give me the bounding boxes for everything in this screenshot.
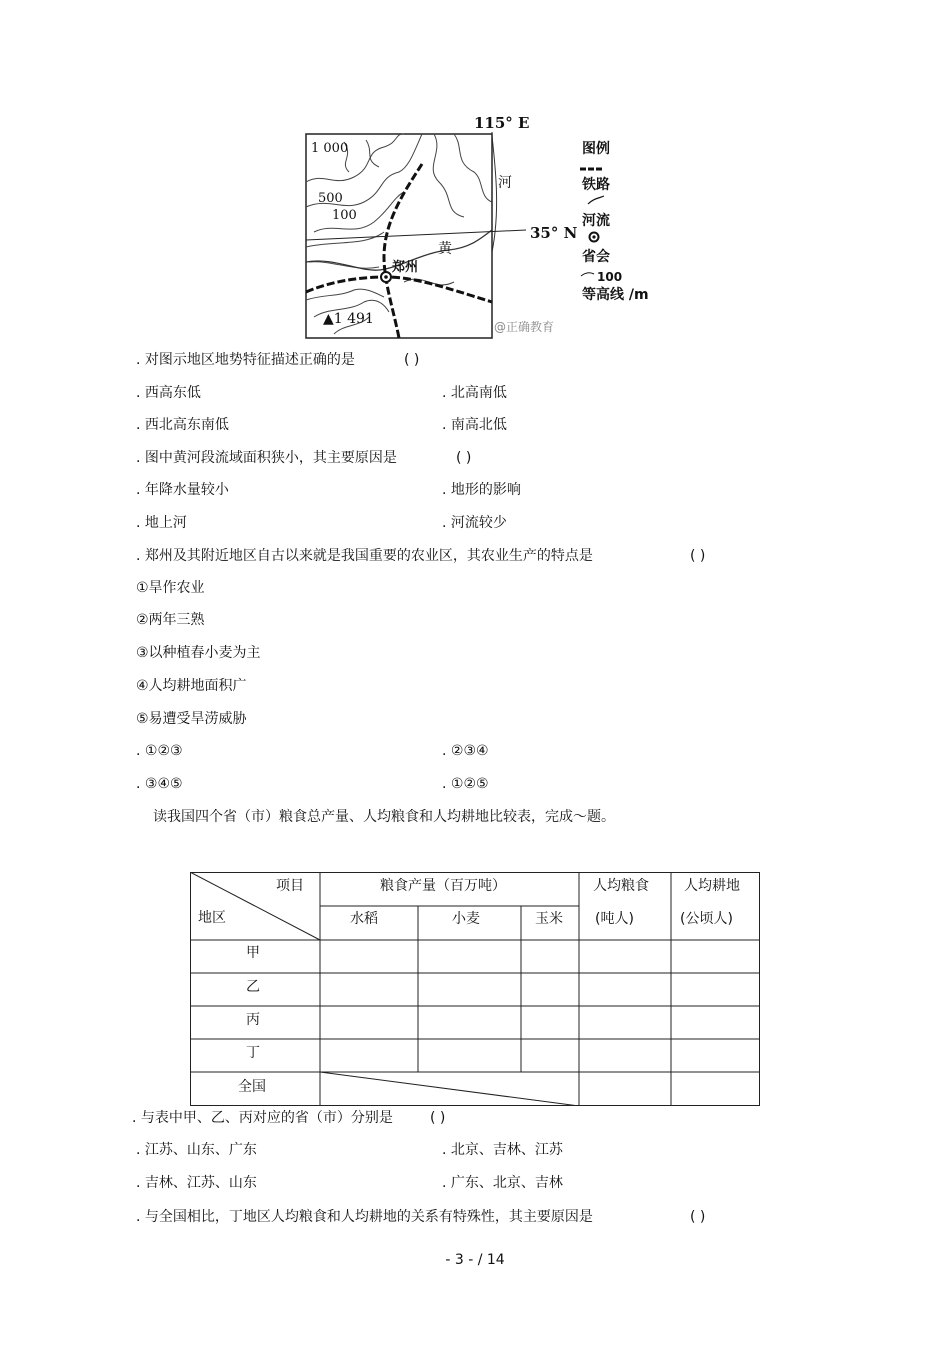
q3-option-c[interactable]: . ③④⑤ bbox=[136, 776, 183, 792]
corner-bottom-label: 地区 bbox=[198, 910, 226, 926]
question-1-paren: ( ) bbox=[404, 352, 420, 368]
q4-option-b[interactable]: . 北京、吉林、江苏 bbox=[442, 1142, 563, 1158]
question-3-paren: ( ) bbox=[690, 548, 706, 564]
q2-option-a[interactable]: . 年降水量较小 bbox=[136, 482, 229, 498]
q3-item-3: ③以种植春小麦为主 bbox=[136, 645, 261, 661]
city-label: 郑州 bbox=[392, 260, 419, 275]
question-5-stem: . 与全国相比，丁地区人均粮食和人均耕地的关系有特殊性，其主要原因是 bbox=[136, 1209, 593, 1225]
question-2-paren: ( ) bbox=[456, 450, 472, 466]
q4-option-d[interactable]: . 广东、北京、吉林 bbox=[442, 1175, 563, 1191]
question-2-stem: . 图中黄河段流域面积狭小，其主要原因是 bbox=[136, 450, 397, 466]
legend-contour-sample: 100 bbox=[597, 270, 623, 284]
row-label-bing: 丙 bbox=[246, 1012, 260, 1028]
q1-option-a[interactable]: . 西高东低 bbox=[136, 385, 201, 401]
row-label-ding: 丁 bbox=[246, 1045, 260, 1061]
grain-table bbox=[190, 872, 760, 1106]
contour-label-500: 500 bbox=[318, 191, 343, 206]
sub-header-wheat: 小麦 bbox=[452, 911, 480, 927]
q1-option-c[interactable]: . 西北高东南低 bbox=[136, 417, 229, 433]
legend-capital: 省会 bbox=[582, 249, 610, 265]
q3-option-a[interactable]: . ①②③ bbox=[136, 743, 183, 759]
river-char-huang: 黄 bbox=[438, 241, 452, 257]
col4-header-line2: (吨人) bbox=[595, 911, 634, 927]
q3-item-5: ⑤易遭受旱涝威胁 bbox=[136, 711, 247, 727]
parallel-label: 35° N bbox=[530, 224, 578, 242]
q1-option-b[interactable]: . 北高南低 bbox=[442, 385, 507, 401]
q1-option-d[interactable]: . 南高北低 bbox=[442, 417, 507, 433]
contour-label-1000: 1 000 bbox=[311, 141, 349, 156]
contour-label-100: 100 bbox=[332, 208, 357, 223]
legend-railway: 铁路 bbox=[582, 177, 610, 193]
group-header: 粮食产量（百万吨） bbox=[380, 878, 506, 894]
page-number: - 3 - / 14 bbox=[445, 1252, 505, 1268]
col4-header-line1: 人均粮食 bbox=[593, 878, 649, 894]
q2-option-d[interactable]: . 河流较少 bbox=[442, 515, 507, 531]
legend-title: 图例 bbox=[582, 141, 610, 157]
meridian-label: 115° E bbox=[474, 114, 530, 132]
question-1-stem: . 对图示地区地势特征描述正确的是 bbox=[136, 352, 355, 368]
legend-contour: 等高线 /m bbox=[582, 287, 649, 303]
watermark: @正确教育 bbox=[494, 320, 555, 334]
col5-header-line2: (公顷人) bbox=[680, 911, 733, 927]
q3-item-1: ①旱作农业 bbox=[136, 580, 205, 596]
q3-option-d[interactable]: . ①②⑤ bbox=[442, 776, 489, 792]
corner-top-label: 项目 bbox=[276, 878, 304, 894]
q3-option-b[interactable]: . ②③④ bbox=[442, 743, 489, 759]
q4-option-c[interactable]: . 吉林、江苏、山东 bbox=[136, 1175, 257, 1191]
q2-option-b[interactable]: . 地形的影响 bbox=[442, 482, 521, 498]
river-char-he: 河 bbox=[498, 175, 512, 191]
question-3-stem: . 郑州及其附近地区自古以来就是我国重要的农业区，其农业生产的特点是 bbox=[136, 548, 593, 564]
question-5-paren: ( ) bbox=[690, 1209, 706, 1225]
sub-header-corn: 玉米 bbox=[535, 911, 563, 927]
q3-item-2: ②两年三熟 bbox=[136, 612, 205, 628]
sub-header-rice: 水稻 bbox=[350, 911, 378, 927]
q4-option-a[interactable]: . 江苏、山东、广东 bbox=[136, 1142, 257, 1158]
row-label-national: 全国 bbox=[238, 1079, 266, 1095]
q2-option-c[interactable]: . 地上河 bbox=[136, 515, 187, 531]
table-intro: 读我国四个省（市）粮食总产量、人均粮食和人均耕地比较表，完成～题。 bbox=[153, 809, 615, 825]
question-4-stem: . 与表中甲、乙、丙对应的省（市）分别是 bbox=[132, 1110, 393, 1126]
legend-river: 河流 bbox=[582, 213, 610, 229]
row-label-yi: 乙 bbox=[246, 979, 260, 995]
row-label-jia: 甲 bbox=[246, 945, 260, 961]
peak-label: ▲1 491 bbox=[323, 311, 374, 327]
question-4-paren: ( ) bbox=[430, 1110, 446, 1126]
col5-header-line1: 人均耕地 bbox=[684, 878, 740, 894]
q3-item-4: ④人均耕地面积广 bbox=[136, 678, 247, 694]
